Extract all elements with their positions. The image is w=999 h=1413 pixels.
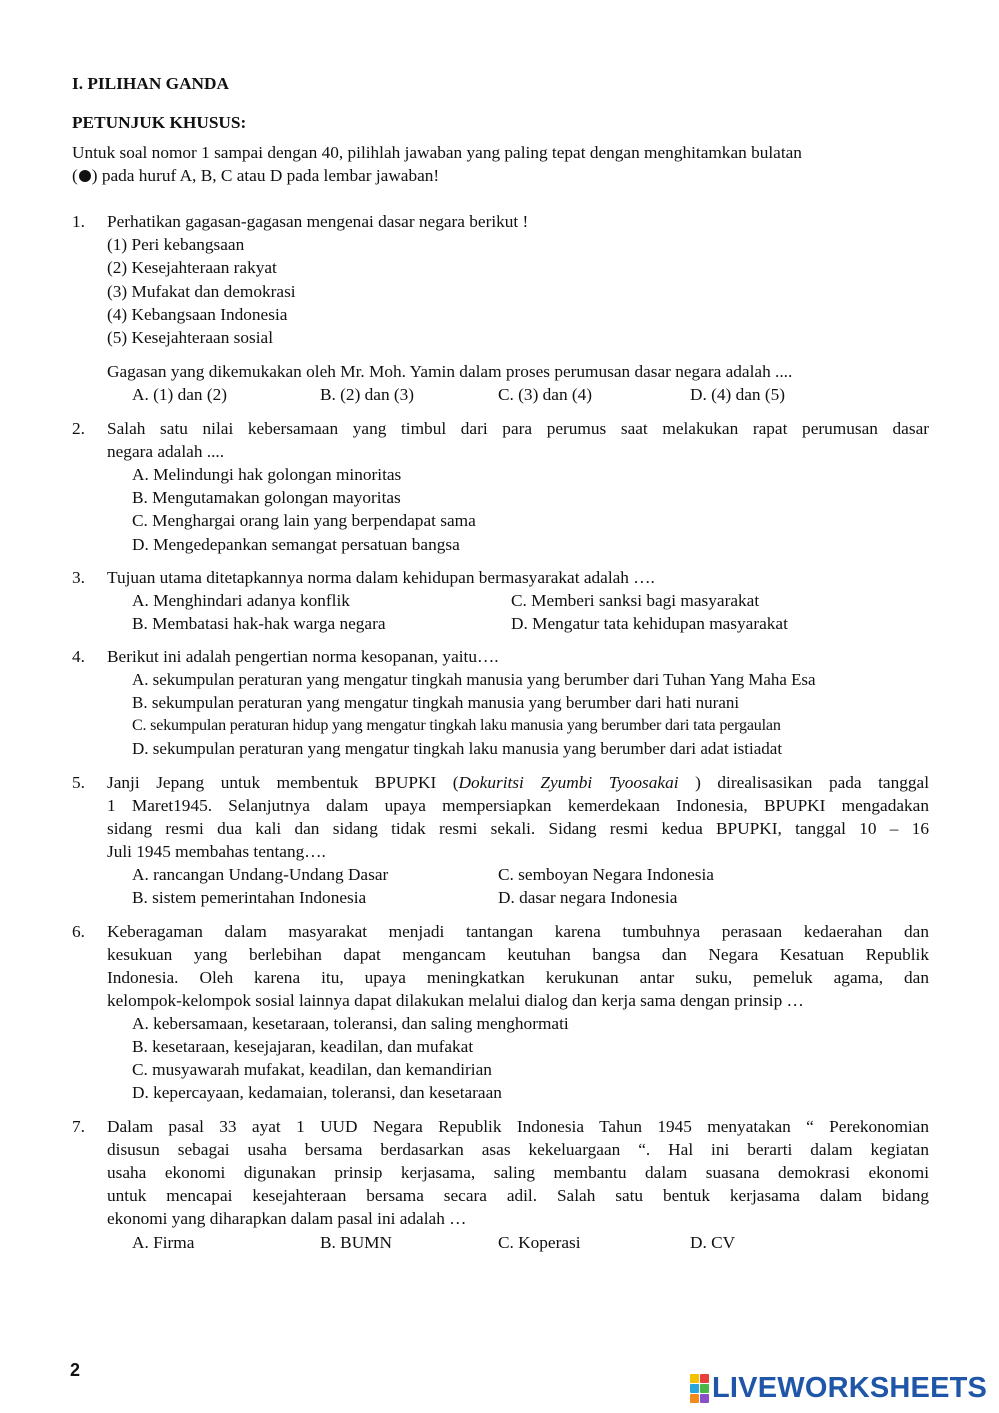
answer-option-c[interactable]: C. sekumpulan peraturan hidup yang mengatur tingkah laku manusia yang berumber dari tata pergaulan (132, 717, 781, 734)
list-item: (4) Kebangsaan Indonesia (107, 305, 288, 324)
filled-bubble-icon (79, 170, 91, 182)
question-text: usaha ekonomi digunakan prinsip kerjasama, saling membantu dalam suasana demokrasi ekonomi (107, 1163, 929, 1182)
question-text: Perhatikan gagasan-gagasan mengenai dasar negara berikut ! (107, 212, 529, 231)
instruction-heading: PETUNJUK KHUSUS: (72, 113, 247, 132)
answer-option-a[interactable]: A. Melindungi hak golongan minoritas (132, 465, 402, 484)
question-text: negara adalah .... (107, 442, 225, 461)
answer-option-a[interactable]: A. Menghindari adanya konflik (132, 591, 350, 610)
question-number: 5. (72, 773, 85, 792)
question-number: 7. (72, 1117, 85, 1136)
answer-option-a[interactable]: A. sekumpulan peraturan yang mengatur tingkah manusia yang berumber dari Tuhan Yang Maha Esa (132, 670, 816, 689)
question-text: Gagasan yang dikemukakan oleh Mr. Moh. Yamin dalam proses perumusan dasar negara adalah .... (107, 362, 793, 381)
list-item: (3) Mufakat dan demokrasi (107, 282, 296, 301)
instruction-line-2: ( ) pada huruf A, B, C atau D pada lembar jawaban! (72, 166, 440, 185)
question-text: Berikut ini adalah pengertian norma kesopanan, yaitu…. (107, 647, 499, 666)
answer-option-a[interactable]: A. Firma (132, 1233, 195, 1252)
question-text: Indonesia. Oleh karena itu, upaya meningkatkan kerukunan antar suku, pemeluk agama, dan (107, 968, 929, 987)
question-text: sidang resmi dua kali dan sidang tidak resmi sekali. Sidang resmi kedua BPUPKI, tanggal 10 – 16 (107, 819, 929, 838)
logo-tiles-icon (690, 1374, 709, 1403)
question-number: 2. (72, 419, 85, 438)
answer-option-d[interactable]: D. CV (690, 1233, 736, 1252)
question-text: 1 Maret1945. Selanjutnya dalam upaya mempersiapkan kemerdekaan Indonesia, BPUPKI mengadakan (107, 796, 929, 815)
answer-option-c[interactable]: C. Koperasi (498, 1233, 581, 1252)
question-text: untuk mencapai kesejahteraan bersama secara adil. Salah satu bentuk kerjasama dalam bidang (107, 1186, 929, 1205)
question-number: 3. (72, 568, 85, 587)
answer-option-b[interactable]: B. kesetaraan, kesejajaran, keadilan, dan mufakat (132, 1037, 474, 1056)
list-item: (1) Peri kebangsaan (107, 235, 245, 254)
question-text: disusun sebagai usaha bersama berdasarkan asas kekeluargaan “. Hal ini berarti dalam kegiatan (107, 1140, 929, 1159)
answer-option-a[interactable]: A. kebersamaan, kesetaraan, toleransi, dan saling menghormati (132, 1014, 569, 1033)
answer-option-b[interactable]: B. sekumpulan peraturan yang mengatur tingkah manusia yang berumber dari hati nurani (132, 693, 740, 712)
answer-option-a[interactable]: A. (1) dan (2) (132, 385, 228, 404)
answer-option-b[interactable]: B. (2) dan (3) (320, 385, 415, 404)
answer-option-d[interactable]: D. dasar negara Indonesia (498, 888, 678, 907)
question-text: Salah satu nilai kebersamaan yang timbul dari para perumus saat melakukan rapat perumusan dasar (107, 419, 929, 438)
question-text: Dalam pasal 33 ayat 1 UUD Negara Republik Indonesia Tahun 1945 menyatakan “ Perekonomian (107, 1117, 929, 1136)
liveworksheets-logo[interactable] (690, 1373, 987, 1403)
answer-option-c[interactable]: C. semboyan Negara Indonesia (498, 865, 714, 884)
answer-option-d[interactable]: D. Mengatur tata kehidupan masyarakat (511, 614, 788, 633)
question-number: 6. (72, 922, 85, 941)
answer-option-c[interactable]: C. Menghargai orang lain yang berpendapat sama (132, 511, 476, 530)
answer-option-d[interactable]: D. Mengedepankan semangat persatuan bangsa (132, 535, 460, 554)
answer-option-c[interactable]: C. (3) dan (4) (498, 385, 593, 404)
answer-option-a[interactable]: A. rancangan Undang-Undang Dasar (132, 865, 389, 884)
question-text: ekonomi yang diharapkan dalam pasal ini adalah … (107, 1209, 467, 1228)
section-title: I. PILIHAN GANDA (72, 74, 229, 93)
answer-option-b[interactable]: B. Membatasi hak-hak warga negara (132, 614, 386, 633)
list-item: (5) Kesejahteraan sosial (107, 328, 274, 347)
question-text: Keberagaman dalam masyarakat menjadi tantangan karena tumbuhnya perasaan kedaerahan dan (107, 922, 929, 941)
question-number: 1. (72, 212, 85, 231)
question-text: Juli 1945 membahas tentang…. (107, 842, 326, 861)
question-text: Janji Jepang untuk membentuk BPUPKI (Dokuritsi Zyumbi Tyoosakai ) direalisasikan pada tanggal (107, 773, 929, 792)
question-number: 4. (72, 647, 85, 666)
question-text: Tujuan utama ditetapkannya norma dalam kehidupan bermasyarakat adalah …. (107, 568, 655, 587)
answer-option-d[interactable]: D. kepercayaan, kedamaian, toleransi, dan kesetaraan (132, 1083, 502, 1102)
answer-option-c[interactable]: C. Memberi sanksi bagi masyarakat (511, 591, 760, 610)
instruction-line-1: Untuk soal nomor 1 sampai dengan 40, pilihlah jawaban yang paling tepat dengan menghitamkan bulatan (72, 143, 802, 162)
answer-option-b[interactable]: B. sistem pemerintahan Indonesia (132, 888, 367, 907)
question-text: kesukuan yang berlebihan dapat mengancam keutuhan bangsa dan Negara Kesatuan Republik (107, 945, 929, 964)
answer-option-d[interactable]: D. sekumpulan peraturan yang mengatur tingkah laku manusia yang berumber dari adat istiadat (132, 739, 783, 758)
list-item: (2) Kesejahteraan rakyat (107, 258, 277, 277)
brand-name: LIVEWORKSHEETS (712, 1371, 988, 1404)
answer-option-c[interactable]: C. musyawarah mufakat, keadilan, dan kemandirian (132, 1060, 492, 1079)
answer-option-d[interactable]: D. (4) dan (5) (690, 385, 786, 404)
page-number: 2 (70, 1360, 81, 1380)
answer-option-b[interactable]: B. Mengutamakan golongan mayoritas (132, 488, 401, 507)
answer-option-b[interactable]: B. BUMN (320, 1233, 393, 1252)
question-text: kelompok-kelompok sosial lainnya dapat dilakukan melalui dialog dan kerja sama dengan prinsip … (107, 991, 804, 1010)
